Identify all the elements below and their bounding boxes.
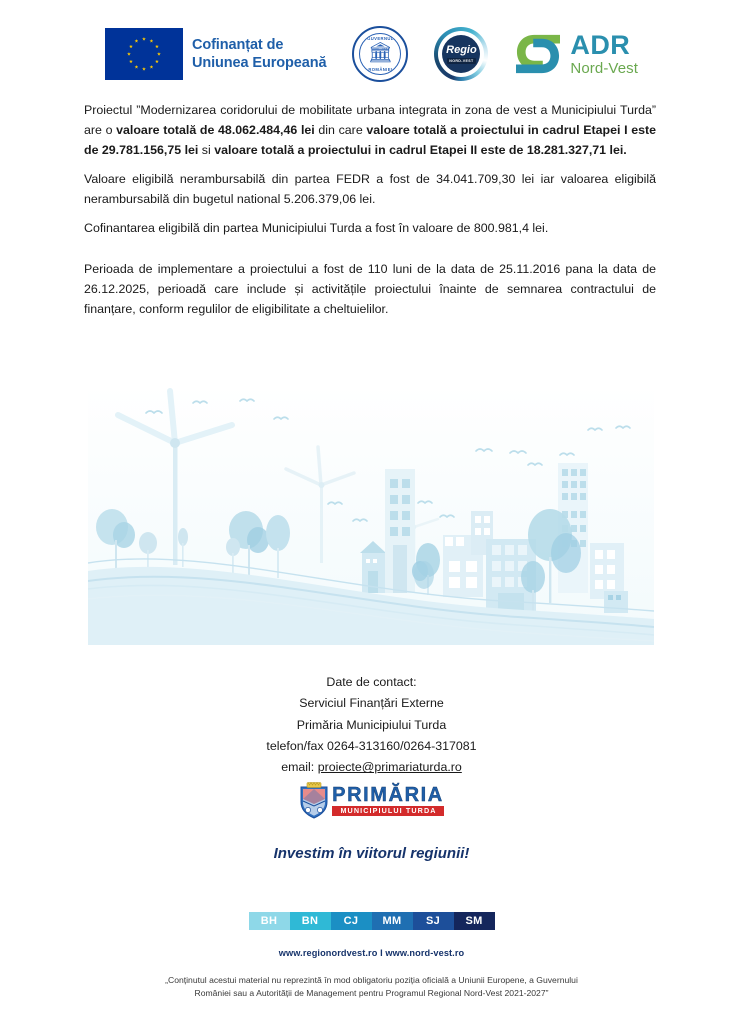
footer-websites[interactable]: www.regionordvest.ro I www.nord-vest.ro [278, 948, 465, 958]
adr-wordmark [570, 32, 638, 76]
eu-star-icon [149, 65, 153, 69]
gov-seal-bottom-text: ROMÂNIEI [368, 67, 393, 72]
european-union-flag-icon [105, 28, 183, 80]
adr-title: ADR [570, 30, 631, 60]
cityscape-illustration [88, 385, 654, 645]
paragraph-fedr-value: Valoare eligibilă nerambursabilă din partea FEDR a fost de 34.041.709,30 lei iar valoarea eligibilă nerambursabilă din bugetul national 5.206.379,06 lei. [84, 172, 656, 207]
disclaimer-line-2: României sau a Autorității de Management pentru Programul Regional Nord-Vest 2021-2027” [194, 988, 549, 999]
county-cell-mm: MM [372, 912, 413, 930]
county-cell-bn: BN [290, 912, 331, 930]
p1-segment-2: din care [314, 123, 367, 138]
eu-star-icon [127, 52, 131, 56]
project-description [84, 100, 656, 328]
eu-star-icon [142, 67, 146, 71]
contact-email-prefix: email: [281, 760, 318, 775]
contact-email-line [0, 757, 743, 778]
contact-phone: telefon/fax 0264-313160/0264-317081 [266, 738, 477, 753]
cityscape-svg [88, 385, 654, 645]
p1-bold-stage2: valoare totală a proiectului in cadrul Etapei II este de 18.281.327,71 lei. [214, 143, 627, 158]
header-logo-bar [0, 18, 743, 90]
eu-cofunded-logo [105, 28, 326, 80]
slogan-text: Investim în viitorul regiunii! [273, 845, 470, 862]
adr-nord-vest-logo [514, 32, 638, 76]
eu-star-icon [134, 65, 138, 69]
turda-coat-of-arms-icon [299, 782, 329, 819]
eu-star-icon [155, 60, 159, 64]
primaria-turda-logo [0, 782, 743, 819]
eu-star-icon [134, 39, 138, 43]
county-codes-strip [0, 912, 743, 930]
p1-segment-1: Proiectul ”Modernizarea coridorului de mobilitate urbana integrata in zona de vest a Municipiului Turda” are o [84, 103, 656, 138]
contact-email-link[interactable]: proiecte@primariaturda.ro [317, 760, 462, 775]
primaria-subtitle: MUNICIPIULUI TURDA [332, 806, 444, 816]
primaria-title: PRIMĂRIA [332, 783, 444, 806]
county-cell-sm: SM [454, 912, 495, 930]
paragraph-funding-values [84, 100, 656, 160]
adr-subtitle: Nord-Vest [570, 60, 639, 77]
county-cell-sj: SJ [413, 912, 454, 930]
contact-heading: Date de contact: [326, 675, 417, 689]
county-cell-cj: CJ [331, 912, 372, 930]
county-cell-bh: BH [249, 912, 290, 930]
p1-bold-stage1: valoare totală a proiectului in cadrul Etapei I este de 29.781.156,75 lei [84, 123, 656, 158]
p1-bold-total: valoare totală de 48.062.484,46 lei [116, 123, 315, 138]
paragraph-cofinancing: Cofinantarea eligibilă din partea Municipiului Turda a fost în valoare de 800.981,4 lei. [84, 221, 549, 236]
eu-star-icon [157, 52, 161, 56]
primaria-wordmark [332, 785, 444, 816]
disclaimer-line-1: „Conținutul acestui material nu reprezintă în mod obligatoriu poziția oficială a Uniunii Europene, a Guvernului [165, 975, 578, 985]
regio-subtitle: NORD-VEST [449, 58, 474, 63]
eu-cofunded-line1: Cofinanțat de [191, 36, 284, 53]
regio-nord-vest-logo [434, 27, 488, 81]
p1-segment-3: si [198, 143, 215, 158]
eu-cofunded-text [192, 36, 326, 73]
eu-star-icon [155, 45, 159, 49]
eu-star-icon [129, 60, 133, 64]
regio-wordmark: Regio [446, 43, 477, 56]
eu-star-icon [129, 45, 133, 49]
contact-department: Serviciul Finanțări Externe [299, 696, 444, 711]
eu-star-icon [149, 39, 153, 43]
adr-mark-icon [514, 32, 562, 76]
gov-seal-top-text: GUVERNUL [367, 36, 394, 41]
romanian-eagle-icon: 🏛 [367, 42, 394, 64]
eu-cofunded-line2: Uniunea Europeană [191, 55, 327, 71]
guvernul-romaniei-seal-icon [352, 26, 408, 82]
eu-star-icon [142, 37, 146, 41]
contact-institution: Primăria Municipiului Turda [296, 717, 447, 732]
gov-seal-inner [359, 33, 401, 75]
contact-block [0, 672, 743, 779]
paragraph-implementation-period: Perioada de implementare a proiectului a fost de 110 luni de la data de 25.11.2016 pana la data de 26.12.2025, perioadă care include și activitățile proiectului înainte de semnarea contractului de finanțare, conform regulilor de eligibilitate a cheltuielilor. [84, 261, 656, 316]
footer-disclaimer [0, 974, 743, 1001]
